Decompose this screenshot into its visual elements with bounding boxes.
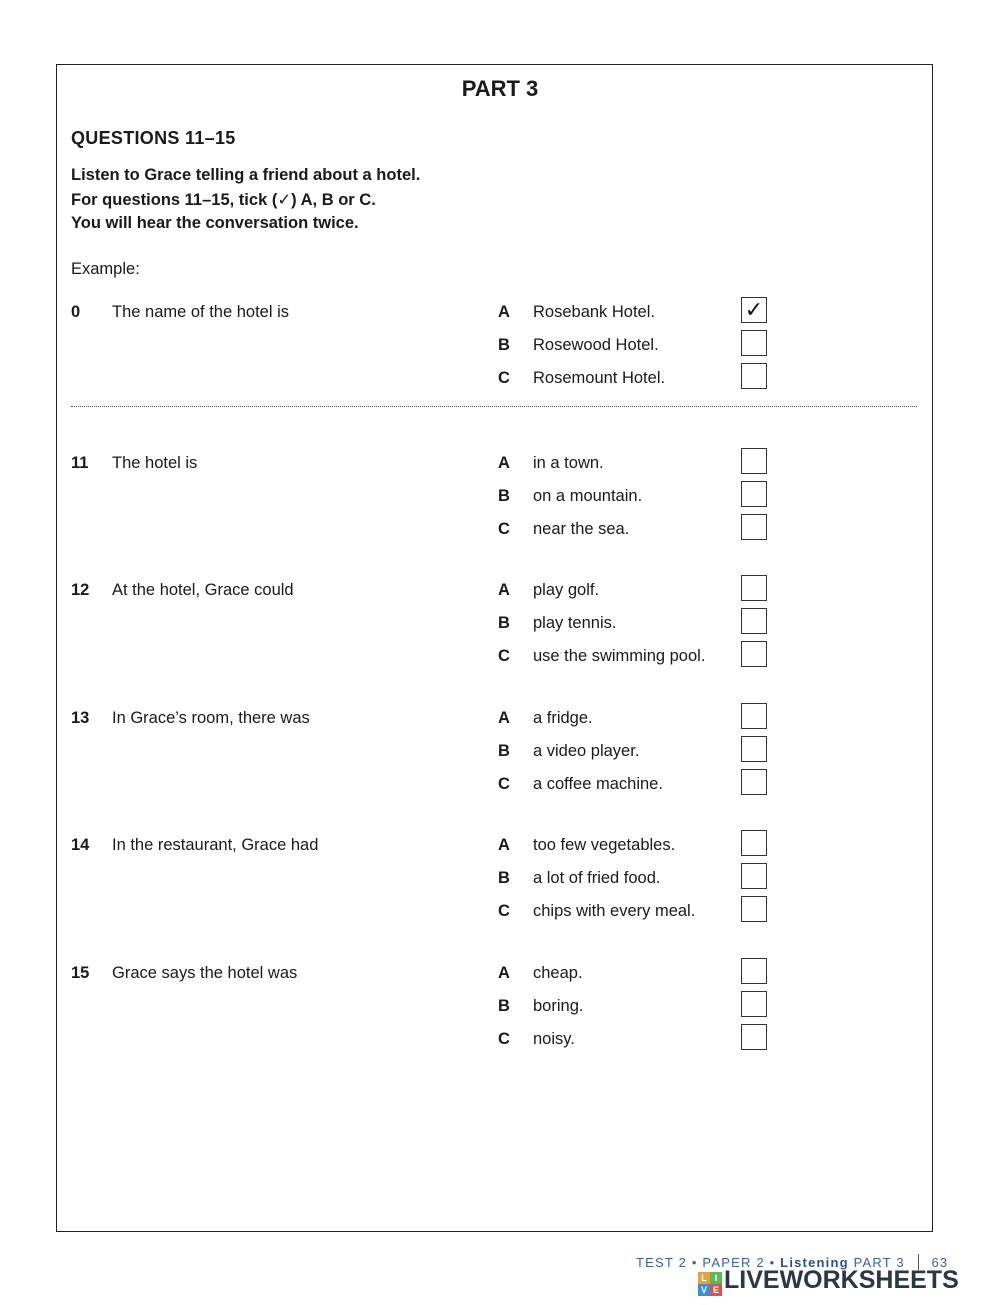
- logo-cell: V: [698, 1284, 710, 1296]
- option-text: a coffee machine.: [533, 775, 663, 793]
- option-letter: C: [498, 647, 510, 665]
- option-a: [0, 964, 1000, 994]
- option-text: play golf.: [533, 581, 600, 599]
- option-a: [0, 836, 1000, 866]
- questions-heading: QUESTIONS 11–15: [71, 128, 236, 148]
- separator-line: [71, 406, 917, 407]
- question-text: The hotel is: [112, 454, 198, 472]
- tick-box: ✓: [741, 297, 767, 323]
- bullet-icon: •: [691, 1255, 698, 1270]
- answer-checkbox[interactable]: [741, 703, 767, 729]
- option-letter: A: [498, 964, 510, 982]
- option-text: too few vegetables.: [533, 836, 676, 854]
- option-letter: C: [498, 1030, 510, 1048]
- option-a: [0, 709, 1000, 739]
- option-text: in a town.: [533, 454, 604, 472]
- question-number: 12: [71, 581, 90, 599]
- option-c: [0, 902, 1000, 932]
- option-text: use the swimming pool.: [533, 647, 706, 665]
- answer-checkbox[interactable]: [741, 641, 767, 667]
- answer-checkbox[interactable]: [741, 863, 767, 889]
- option-text: boring.: [533, 997, 584, 1015]
- option-text: cheap.: [533, 964, 583, 982]
- question-12: [0, 581, 1000, 681]
- option-b: [0, 997, 1000, 1027]
- footer-paper: PAPER 2: [702, 1255, 765, 1270]
- footer-part: PART 3: [853, 1255, 905, 1270]
- option-letter: B: [498, 614, 510, 632]
- option-c: [0, 775, 1000, 805]
- logo-cell: E: [710, 1284, 722, 1296]
- logo-cell: L: [698, 1272, 710, 1284]
- option-text: Rosewood Hotel.: [533, 336, 659, 354]
- option-c: [0, 1030, 1000, 1060]
- option-b: [0, 742, 1000, 772]
- option-text: noisy.: [533, 1030, 575, 1048]
- option-b: [0, 336, 1000, 366]
- example-label: Example:: [71, 260, 140, 278]
- question-11: [0, 454, 1000, 554]
- option-letter: A: [498, 581, 510, 599]
- option-text: a fridge.: [533, 709, 593, 727]
- question-text: In Grace’s room, there was: [112, 709, 310, 727]
- footer-section: Listening: [780, 1255, 849, 1270]
- option-c: [0, 647, 1000, 677]
- footer-test: TEST 2: [636, 1255, 688, 1270]
- instruction-line-2: For questions 11–15, tick (✓) A, B or C.: [71, 191, 376, 209]
- question-15: [0, 964, 1000, 1064]
- option-text: chips with every meal.: [533, 902, 696, 920]
- example-question: [0, 297, 1000, 403]
- option-letter: A: [498, 709, 510, 727]
- bullet-icon: •: [769, 1255, 776, 1270]
- option-b: [0, 614, 1000, 644]
- question-14: [0, 836, 1000, 936]
- question-text: The name of the hotel is: [112, 303, 290, 321]
- instruction-line-3: You will hear the conversation twice.: [71, 214, 359, 232]
- question-text: In the restaurant, Grace had: [112, 836, 319, 854]
- option-c: [0, 520, 1000, 550]
- option-a: [0, 581, 1000, 611]
- option-letter: A: [498, 303, 510, 321]
- answer-checkbox[interactable]: [741, 514, 767, 540]
- option-text: Rosebank Hotel.: [533, 303, 655, 321]
- option-letter: A: [498, 454, 510, 472]
- question-number: 0: [71, 303, 81, 321]
- option-text: near the sea.: [533, 520, 630, 538]
- question-number: 14: [71, 836, 90, 854]
- answer-checkbox[interactable]: [741, 736, 767, 762]
- answer-checkbox[interactable]: [741, 896, 767, 922]
- instruction-line-1: Listen to Grace telling a friend about a hotel.: [71, 166, 421, 184]
- option-text: a video player.: [533, 742, 640, 760]
- answer-checkbox[interactable]: [741, 608, 767, 634]
- part-title: PART 3: [461, 76, 539, 101]
- option-letter: B: [498, 336, 510, 354]
- question-text: Grace says the hotel was: [112, 964, 298, 982]
- option-b: [0, 487, 1000, 517]
- option-letter: C: [498, 902, 510, 920]
- option-letter: B: [498, 742, 510, 760]
- logo-cell: I: [710, 1272, 722, 1284]
- option-text: a lot of fried food.: [533, 869, 661, 887]
- answer-checkbox[interactable]: [741, 830, 767, 856]
- liveworksheets-logo-icon: [698, 1272, 722, 1296]
- option-c: [0, 369, 1000, 399]
- page-number: 63: [931, 1255, 949, 1270]
- option-letter: B: [498, 869, 510, 887]
- option-b: [0, 869, 1000, 899]
- question-number: 11: [71, 454, 89, 472]
- tick-box: [741, 330, 767, 356]
- answer-checkbox[interactable]: [741, 575, 767, 601]
- question-13: [0, 709, 1000, 809]
- question-number: 13: [71, 709, 90, 727]
- option-text: on a mountain.: [533, 487, 643, 505]
- option-letter: B: [498, 487, 510, 505]
- option-text: play tennis.: [533, 614, 617, 632]
- option-a: [0, 454, 1000, 484]
- option-letter: C: [498, 520, 510, 538]
- option-letter: B: [498, 997, 510, 1015]
- tick-box: [741, 363, 767, 389]
- answer-checkbox[interactable]: [741, 991, 767, 1017]
- question-text: At the hotel, Grace could: [112, 581, 294, 599]
- brand-name: LIVEWORKSHEETS: [724, 1266, 959, 1294]
- option-letter: A: [498, 836, 510, 854]
- option-letter: C: [498, 369, 510, 387]
- answer-checkbox[interactable]: [741, 481, 767, 507]
- answer-checkbox[interactable]: [741, 958, 767, 984]
- option-letter: C: [498, 775, 510, 793]
- answer-checkbox[interactable]: [741, 448, 767, 474]
- question-number: 15: [71, 964, 90, 982]
- answer-checkbox[interactable]: [741, 769, 767, 795]
- option-text: Rosemount Hotel.: [533, 369, 666, 387]
- option-a: [0, 297, 1000, 333]
- answer-checkbox[interactable]: [741, 1024, 767, 1050]
